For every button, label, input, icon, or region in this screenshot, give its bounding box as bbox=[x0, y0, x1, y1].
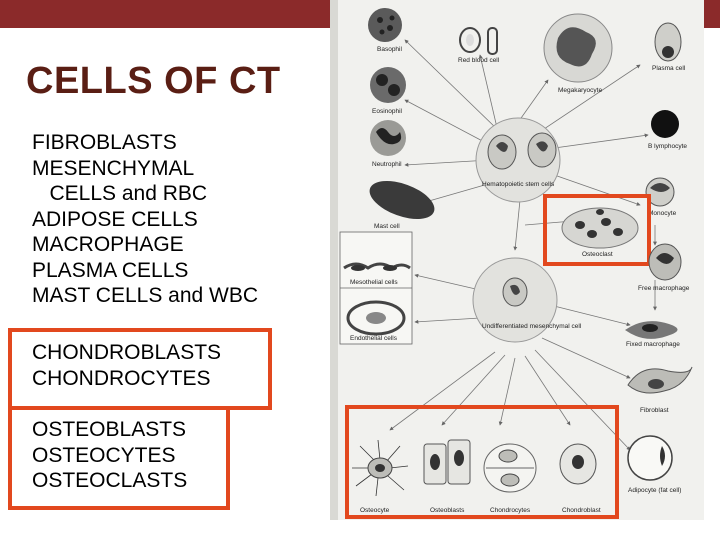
label-mast: Mast cell bbox=[374, 223, 400, 230]
label-endothelial: Endothelial cells bbox=[350, 335, 397, 342]
label-free-macrophage: Free macrophage bbox=[638, 285, 690, 292]
highlight-box-bone bbox=[8, 406, 230, 510]
label-eosinophil: Eosinophil bbox=[372, 108, 402, 115]
label-neutrophil: Neutrophil bbox=[372, 161, 402, 168]
neutrophil-cell bbox=[370, 120, 406, 168]
slide-title: CELLS OF CT bbox=[26, 60, 281, 102]
label-mesothelial: Mesothelial cells bbox=[350, 279, 398, 286]
cell-list-bone: OSTEOBLASTS OSTEOCYTES OSTEOCLASTS bbox=[32, 418, 188, 492]
cell-list-cartilage: CHONDROBLASTS CHONDROCYTES bbox=[32, 341, 222, 390]
lining-cells-panel bbox=[340, 232, 412, 344]
label-chondroblast: Chondroblast bbox=[562, 507, 601, 514]
label-plasma: Plasma cell bbox=[652, 65, 686, 72]
label-monocyte: Monocyte bbox=[648, 210, 677, 217]
label-megakaryocyte: Megakaryocyte bbox=[558, 87, 603, 94]
label-hsc: Hematopoietic stem cells bbox=[482, 181, 555, 188]
label-basophil: Basophil bbox=[377, 46, 402, 53]
label-osteoclast: Osteoclast bbox=[582, 251, 613, 258]
label-osteocyte: Osteocyte bbox=[360, 507, 390, 514]
eosinophil-cell bbox=[370, 67, 406, 115]
highlight-box-cartilage bbox=[8, 328, 272, 410]
cell-list-general: FIBROBLASTS MESENCHYMAL CELLS and RBC ADIPOSE CELLS MACROPHAGE PLASMA CELLS MAST CELLS and WBC bbox=[32, 131, 259, 307]
label-osteoblasts: Osteoblasts bbox=[430, 507, 465, 514]
label-fibroblast: Fibroblast bbox=[640, 407, 669, 414]
cell-lineage-diagram bbox=[330, 0, 704, 520]
label-rbc: Red blood cell bbox=[458, 57, 500, 64]
label-fixed-macrophage: Fixed macrophage bbox=[626, 341, 680, 348]
label-chondrocytes: Chondrocytes bbox=[490, 507, 531, 514]
label-undiff: Undifferentiated mesenchymal cell bbox=[482, 323, 582, 330]
label-adipocyte: Adipocyte (fat cell) bbox=[628, 487, 682, 494]
hematopoietic-stem-cells bbox=[476, 118, 560, 202]
label-blymph: B lymphocyte bbox=[648, 143, 688, 150]
